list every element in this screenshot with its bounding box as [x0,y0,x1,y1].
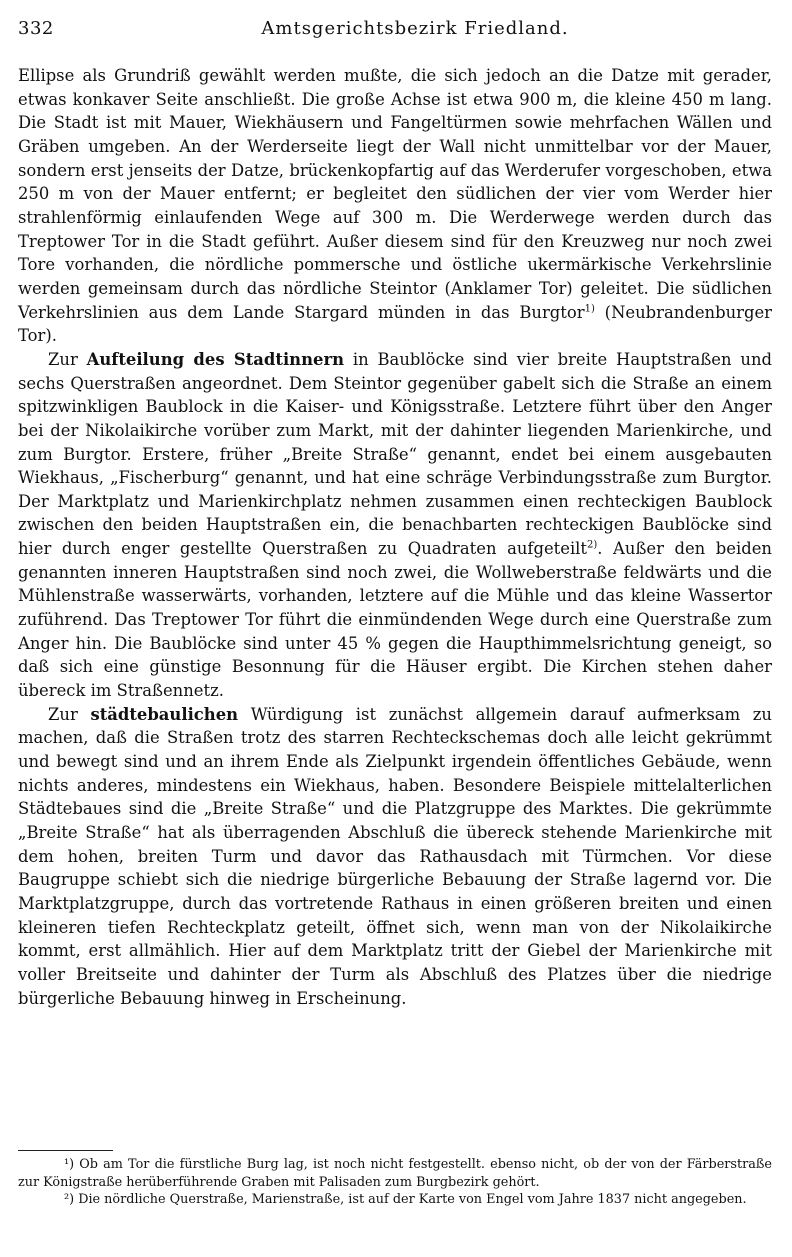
paragraph-text: Ellipse als Grundriß gewählt werden mußte, die sich jedoch an die Datze mit gerader, etwas konkaver Seite anschließt. Die große Achse ist etwa 900 m, die kleine 450 m lang. Die Stadt ist mit Mauer, Wiekhäusern und Fangeltürmen sowie mehrfachen Wällen und Gräben umgeben. An der Werderseite liegt der Wall nicht unmittelbar vor der Mauer, sondern erst jenseits der Datze, brückenkopfartig auf das Werderufer vorgeschoben, etwa 250 m von der Mauer entfernt; er begleitet den südlichen der vier vom Werder hier strahlenförmig einlaufenden Wege auf 300 m. Die Werderwege werden durch das Treptower Tor in die Stadt geführt. Außer diesem sind für den Kreuzweg nur noch zwei Tore vorhanden, die nördliche pommersche und östliche ukermärkische Verkehrslinie werden gemeinsam durch das nördliche Steintor (Anklamer Tor) geleitet. Die südlichen Verkehrslinien aus dem Lande Stargard münden in das Burgtor [18,66,772,322]
running-title: Amtsgerichtsbezirk Friedland. [261,18,569,39]
body-text [18,64,772,1010]
paragraph-text: Zur [48,704,91,724]
page-header [18,18,772,44]
footnotes [18,1156,772,1209]
emphasis-term: Aufteilung des Stadtinnern [86,349,344,369]
footnote-2: ²) Die nördliche Querstraße, Marienstraße, ist auf der Karte von Engel vom Jahre 1837 nicht angegeben. [64,1192,747,1207]
footnote-1: ¹) Ob am Tor die fürstliche Burg lag, ist noch nicht festgestellt. ebenso nicht, ob der von der Färberstraße zur Königstraße herüberführende Graben mit Palisaden zum Burgbezirk gehört. [18,1157,772,1190]
paragraph-wuerdigung [18,703,772,1011]
paragraph-text: . Außer den beiden genannten inneren Hauptstraßen sind noch zwei, die Wollweberstraße feldwärts und die Mühlenstraße wasserwärts, vorhanden, letztere auf die Mühle und das kleine Wassertor zuführend. Das Treptower Tor führt die einmündenden Wege durch eine Querstraße zum Anger hin. Die Baublöcke sind unter 45 % gegen die Haupthimmelsrichtung geneigt, so daß sich eine günstige Besonnung für die Häuser ergibt. Die Kirchen stehen daher übereck im Straßennetz. [18,539,772,701]
paragraph-aufteilung [18,348,772,703]
paragraph-text: Zur [48,349,87,369]
footnote-divider [18,1150,113,1151]
footnote-marker: 2) [587,539,598,551]
footnote-marker: 1) [584,303,595,315]
paragraph-text: Würdigung ist zunächst allgemein darauf aufmerksam zu machen, daß die Straßen trotz des starren Rechteckschemas doch alle leicht gekrümmt und bewegt sind und an ihrem Ende als Zielpunkt irgendein öffentliches Gebäude, wenn nichts anderes, mindestens ein Wiekhaus, haben. Besondere Beispiele mittelalterlichen Städtebaues sind die „Breite Straße“ und die Platzgruppe des Marktes. Die gekrümmte „Breite Straße“ hat als überragenden Abschluß die übereck stehende Marienkirche mit dem hohen, breiten Turm und davor das Rathausdach mit Türmchen. Vor diese Baugruppe schiebt sich die niedrige bürgerliche Bebauung der Straße lagernd vor. Die Marktplatzgruppe, durch das vortretende Rathaus in einen größeren breiten und einen kleineren tiefen Rechteckplatz geteilt, öffnet sich, wenn man von der Nikolaikirche kommt, erst allmählich. Hier auf dem Marktplatz tritt der Giebel der Marienkirche mit voller Breitseite und dahinter der Turm als Abschluß des Platzes über die niedrige bürgerliche Bebauung hinweg in Erscheinung. [18,704,772,1008]
paragraph-text: (Neubrandenburger Tor). [18,302,772,346]
page-number: 332 [18,18,54,39]
emphasis-term: städtebaulichen [90,704,239,724]
paragraph-text: in Baublöcke sind vier breite Hauptstraßen und sechs Querstraßen angeordnet. Dem Steintor gegenüber gabelt sich die Straße an einem spitzwinkligen Baublock in die Kaiser- und Königsstraße. Letztere führt über den Anger bei der Nikolaikirche vorüber zum Markt, mit der dahinter liegenden Marienkirche, und zum Burgtor. Erstere, früher „Breite Straße“ genannt, endet bei einem ausgebauten Wiekhaus, „Fischerburg“ genannt, und hat eine schräge Verbindungsstraße zum Burgtor. Der Marktplatz und Marienkirchplatz nehmen zusammen einen rechteckigen Baublock zwischen den beiden Hauptstraßen ein, die benachbarten rechteckigen Baublöcke sind hier durch enger gestellte Querstraßen zu Quadraten aufgeteilt [18,349,772,559]
paragraph-continuation [18,64,772,348]
